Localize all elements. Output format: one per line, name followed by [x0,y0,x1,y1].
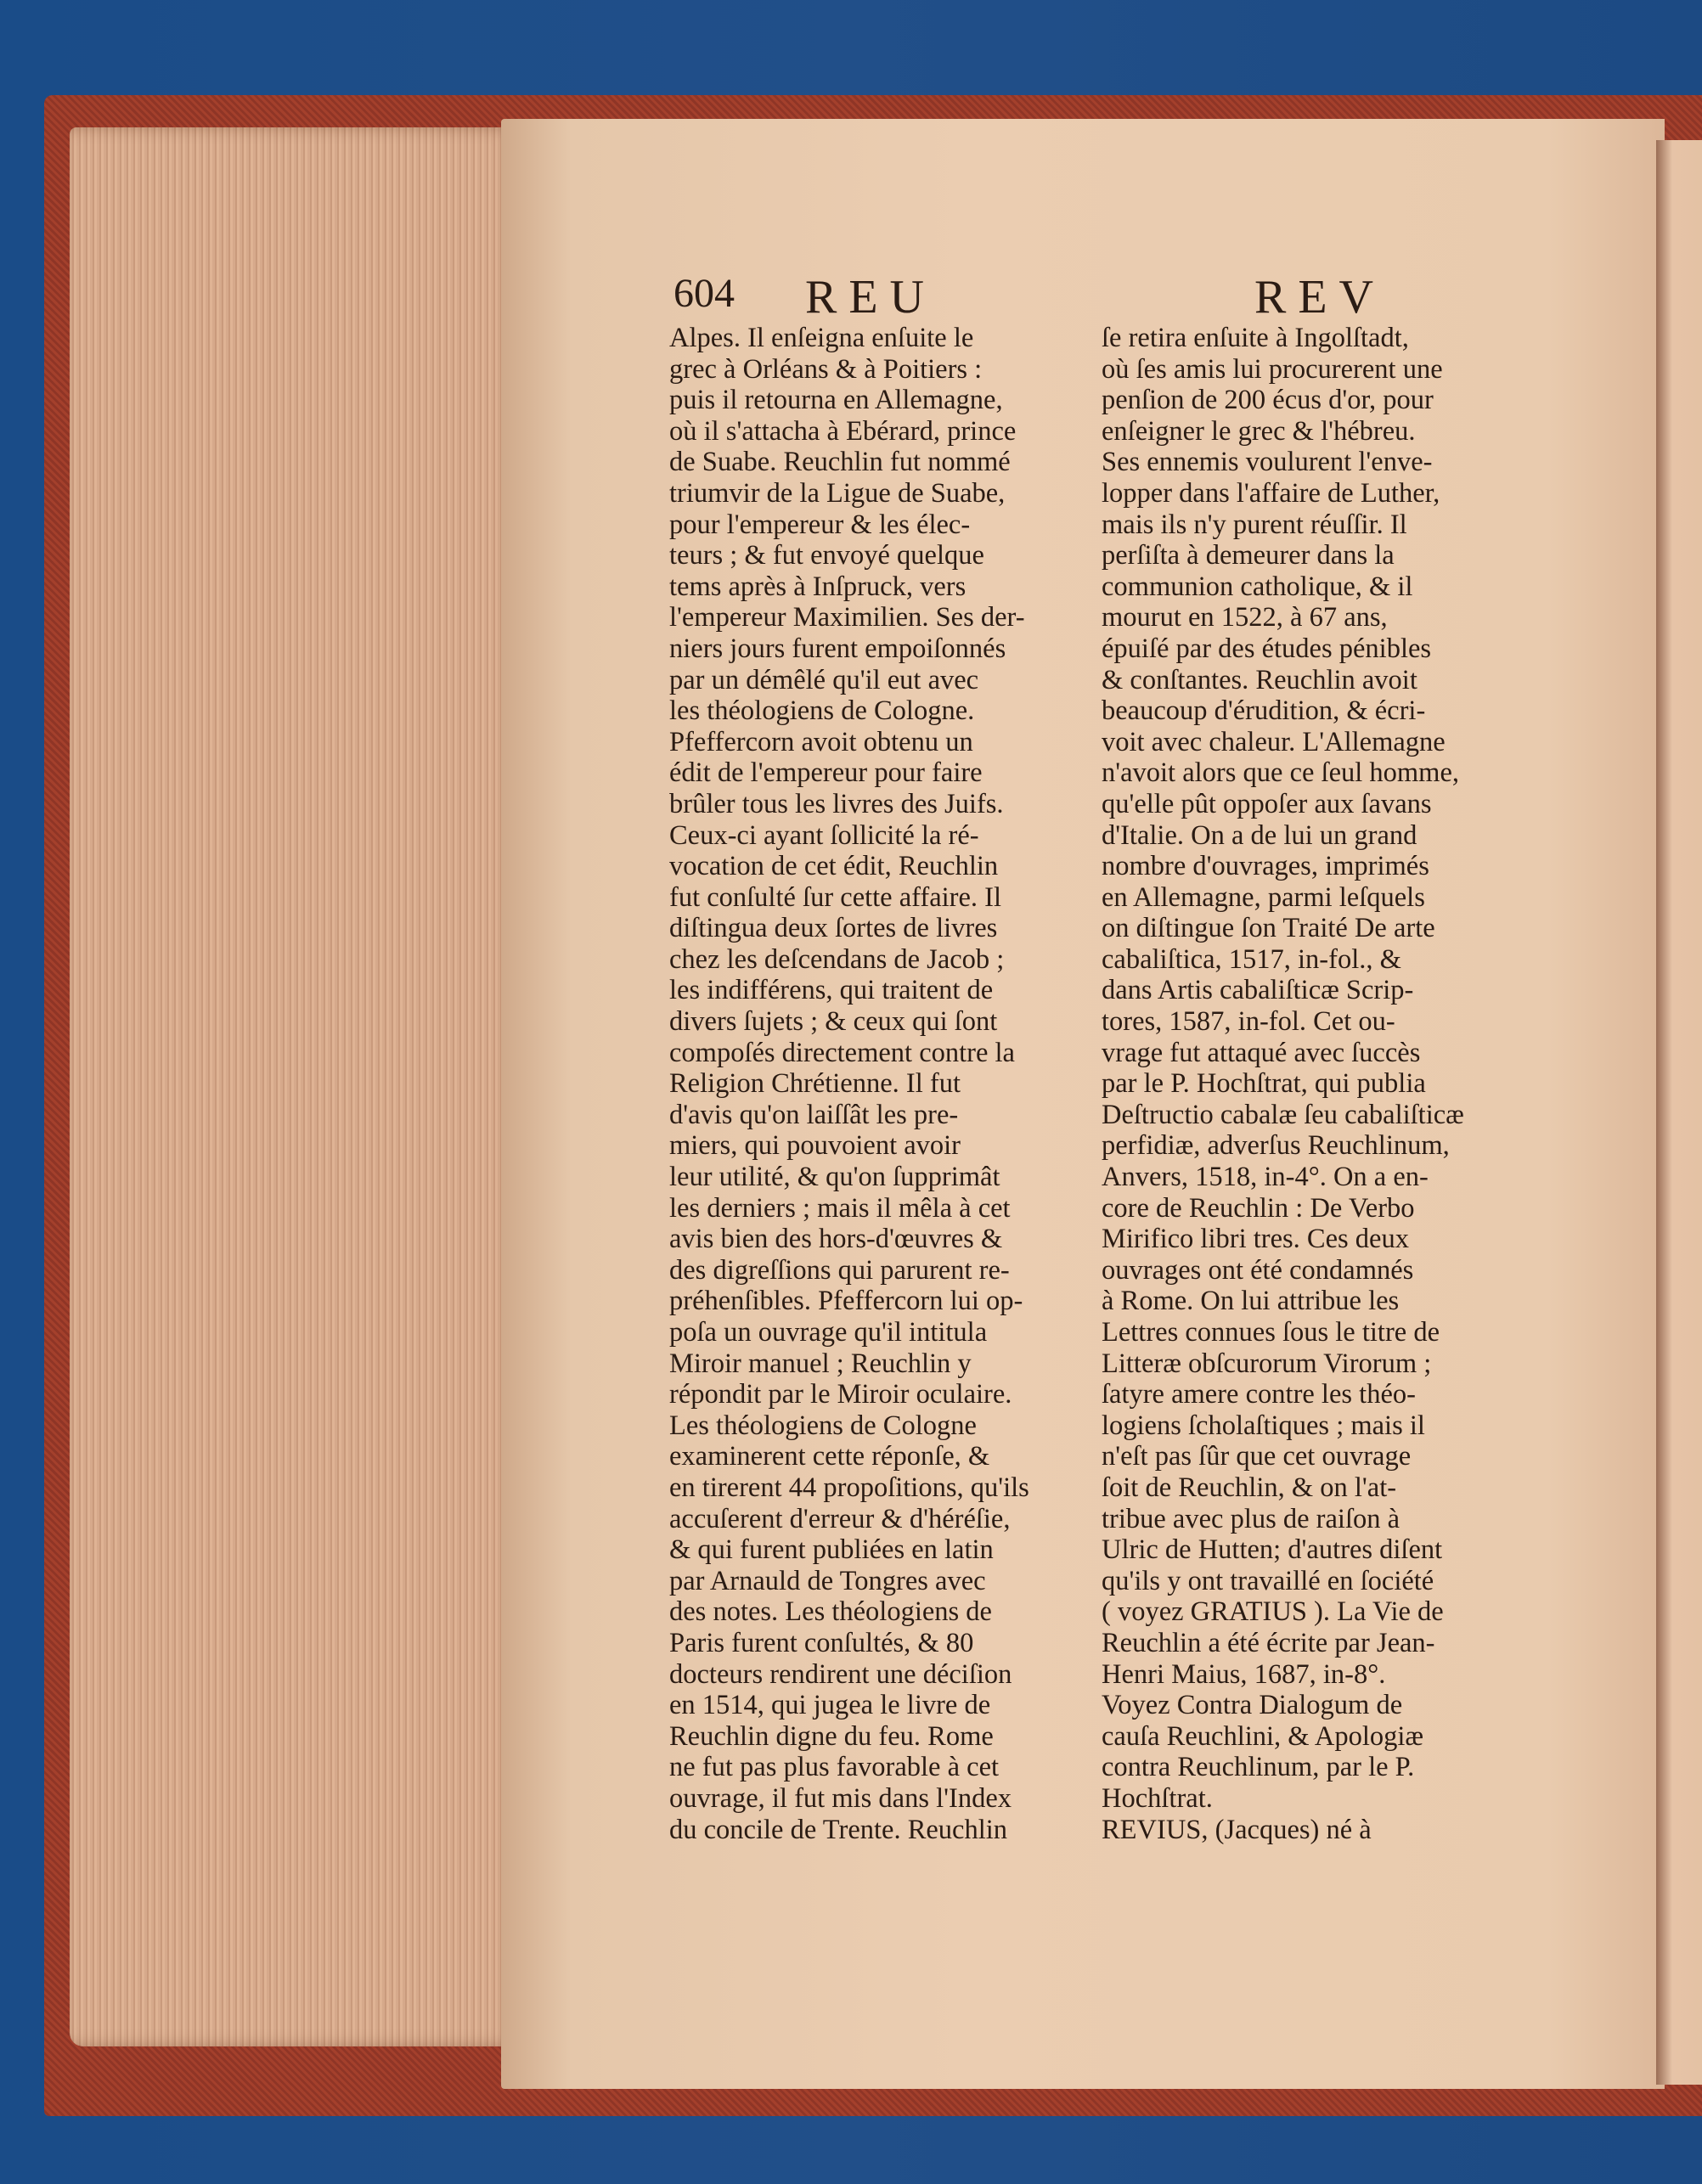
text-line: nombre d'ouvrages, imprimés [1102,851,1429,882]
text-line: contra Reuchlinum, par le P. [1102,1752,1415,1783]
text-line: pour l'empereur & les élec- [669,509,971,540]
text-line: Alpes. Il enſeigna enſuite le [669,323,974,353]
text-line: perfidiæ, adverſus Reuchlinum, [1102,1130,1450,1162]
text-line: penſion de 200 écus d'or, pour [1102,385,1434,416]
text-column-left [669,323,1085,1845]
text-line: épuiſé par des études pénibles [1102,633,1432,664]
text-line: par Arnauld de Tongres avec [669,1565,986,1596]
text-line: cabaliſtica, 1517, in-fol., & [1102,943,1401,975]
text-line: Reuchlin digne du feu. Rome [669,1720,994,1752]
text-line: Reuchlin a été écrite par Jean- [1102,1627,1435,1658]
text-line: ouvrage, il fut mis dans l'Index [669,1782,1012,1814]
text-line: accuſerent d'erreur & d'héréſie, [669,1503,1011,1534]
text-line: en 1514, qui jugea le livre de [669,1690,991,1721]
text-line: enſeigner le grec & l'hébreu. [1102,415,1416,447]
text-line: perſiſta à demeurer dans la [1102,540,1395,571]
text-line: compoſés directement contre la [669,1037,1015,1068]
text-line: diſtingua deux ſortes de livres [669,913,998,944]
text-line: miers, qui pouvoient avoir [669,1130,961,1162]
text-line: niers jours furent empoiſonnés [669,633,1006,664]
text-line: ſatyre amere contre les théo- [1102,1379,1416,1410]
text-line: tores, 1587, in-fol. Cet ou- [1102,1006,1395,1038]
text-line: Pfeffercorn avoit obtenu un [669,726,973,757]
text-line: édit de l'empereur pour faire [669,757,983,789]
text-line: les derniers ; mais il mêla à cet [669,1192,1011,1224]
text-line: des notes. Les théologiens de [669,1596,992,1628]
text-line: tems après à Inſpruck, vers [669,571,967,602]
text-line: chez les deſcendans de Jacob ; [669,943,1005,975]
text-line: ne fut pas plus favorable à cet [669,1752,1000,1783]
text-line: l'empereur Maximilien. Ses der- [669,602,1025,633]
text-line: répondit par le Miroir oculaire. [669,1379,1012,1410]
text-line: d'avis qu'on laiſſât les pre- [669,1099,959,1130]
text-line: d'Italie. On a de lui un grand [1102,819,1417,851]
text-line: Hochſtrat. [1102,1782,1213,1814]
text-line: communion catholique, & il [1102,571,1413,602]
text-line: n'eſt pas ſûr que cet ouvrage [1102,1441,1412,1472]
text-line: vocation de cet édit, Reuchlin [669,851,999,882]
text-line: examinerent cette réponſe, & [669,1441,990,1472]
text-line: Henri Maius, 1687, in-8°. [1102,1658,1386,1690]
text-line: Anvers, 1518, in-4°. On a en- [1102,1162,1429,1193]
text-line: Ulric de Hutten; d'autres diſent [1102,1534,1443,1566]
text-line: de Suabe. Reuchlin fut nommé [669,447,1011,478]
text-line: les indifférens, qui traitent de [669,975,994,1006]
text-line: par le P. Hochſtrat, qui publia [1102,1068,1426,1100]
text-line: qu'elle pût oppoſer aux ſavans [1102,788,1432,819]
text-line: en Allemagne, parmi leſquels [1102,881,1425,913]
text-line: préhenſibles. Pfeffercorn lui op- [669,1286,1023,1317]
text-line: triumvir de la Ligue de Suabe, [669,477,1006,509]
text-line: vrage fut attaqué avec ſuccès [1102,1037,1421,1068]
text-line: teurs ; & fut envoyé quelque [669,540,984,571]
text-line: Les théologiens de Cologne [669,1410,977,1441]
running-head-right: REV [1254,271,1385,324]
running-header [0,270,1702,324]
text-line: core de Reuchlin : De Verbo [1102,1192,1415,1224]
text-line: Voyez Contra Dialogum de [1102,1690,1403,1721]
text-line: à Rome. On lui attribue les [1102,1286,1400,1317]
text-line: où il s'attacha à Ebérard, prince [669,415,1017,447]
text-line: ſoit de Reuchlin, & on l'at- [1102,1472,1397,1503]
text-line: Ceux-ci ayant ſollicité la ré- [669,819,979,851]
text-line: Deſtructio cabalæ ſeu cabaliſticæ [1102,1099,1464,1130]
text-line: lopper dans l'affaire de Luther, [1102,477,1440,509]
text-line: Litteræ obſcurorum Virorum ; [1102,1348,1432,1379]
text-line: poſa un ouvrage qu'il intitula [669,1317,988,1348]
text-line: avis bien des hors-d'œuvres & [669,1224,1003,1255]
text-line: & qui furent publiées en latin [669,1534,994,1566]
text-line: fut conſulté ſur cette affaire. Il [669,881,1002,913]
text-line: du concile de Trente. Reuchlin [669,1814,1008,1845]
text-line: ſe retira enſuite à Ingolſtadt, [1102,323,1409,353]
text-line: beaucoup d'érudition, & écri- [1102,695,1426,727]
text-line: où ſes amis lui procurerent une [1102,353,1443,385]
running-head-left: REU [805,271,936,324]
text-line: n'avoit alors que ce ſeul homme, [1102,757,1460,789]
text-line: qu'ils y ont travaillé en ſociété [1102,1565,1434,1596]
text-line: cauſa Reuchlini, & Apologiæ [1102,1720,1424,1752]
text-line: puis il retourna en Allemagne, [669,385,1003,416]
text-column-right [1102,323,1518,1845]
text-line: REVIUS, (Jacques) né à [1102,1814,1372,1845]
text-line: par un démêlé qu'il eut avec [669,664,979,695]
text-line: Lettres connues ſous le titre de [1102,1317,1440,1348]
text-line: grec à Orléans & à Poitiers : [669,353,983,385]
text-line: ( voyez GRATIUS ). La Vie de [1102,1596,1444,1628]
text-line: mourut en 1522, à 67 ans, [1102,602,1388,633]
text-line: & conſtantes. Reuchlin avoit [1102,664,1417,695]
text-line: les théologiens de Cologne. [669,695,975,727]
text-line: docteurs rendirent une déciſion [669,1658,1012,1690]
text-line: des digreſſions qui parurent re- [669,1254,1010,1286]
text-line: on diſtingue ſon Traité De arte [1102,913,1435,944]
text-line: divers ſujets ; & ceux qui ſont [669,1006,998,1038]
text-line: logiens ſcholaſtiques ; mais il [1102,1410,1425,1441]
text-line: mais ils n'y purent réuſſir. Il [1102,509,1407,540]
text-line: Ses ennemis voulurent l'enve- [1102,447,1433,478]
text-line: ouvrages ont été condamnés [1102,1254,1414,1286]
facing-page-edge [1656,140,1702,2085]
text-line: leur utilité, & qu'on ſupprimât [669,1162,1000,1193]
page-edges [70,127,520,2046]
text-line: Mirifico libri tres. Ces deux [1102,1224,1409,1255]
text-line: dans Artis cabaliſticæ Scrip- [1102,975,1414,1006]
text-line: tribue avec plus de raiſon à [1102,1503,1400,1534]
text-line: Religion Chrétienne. Il fut [669,1068,961,1100]
text-line: Paris furent conſultés, & 80 [669,1627,974,1658]
page-number: 604 [673,271,735,316]
text-line: Miroir manuel ; Reuchlin y [669,1348,972,1379]
text-line: brûler tous les livres des Juifs. [669,788,1004,819]
text-line: en tirerent 44 propoſitions, qu'ils [669,1472,1029,1503]
text-line: voit avec chaleur. L'Allemagne [1102,726,1446,757]
